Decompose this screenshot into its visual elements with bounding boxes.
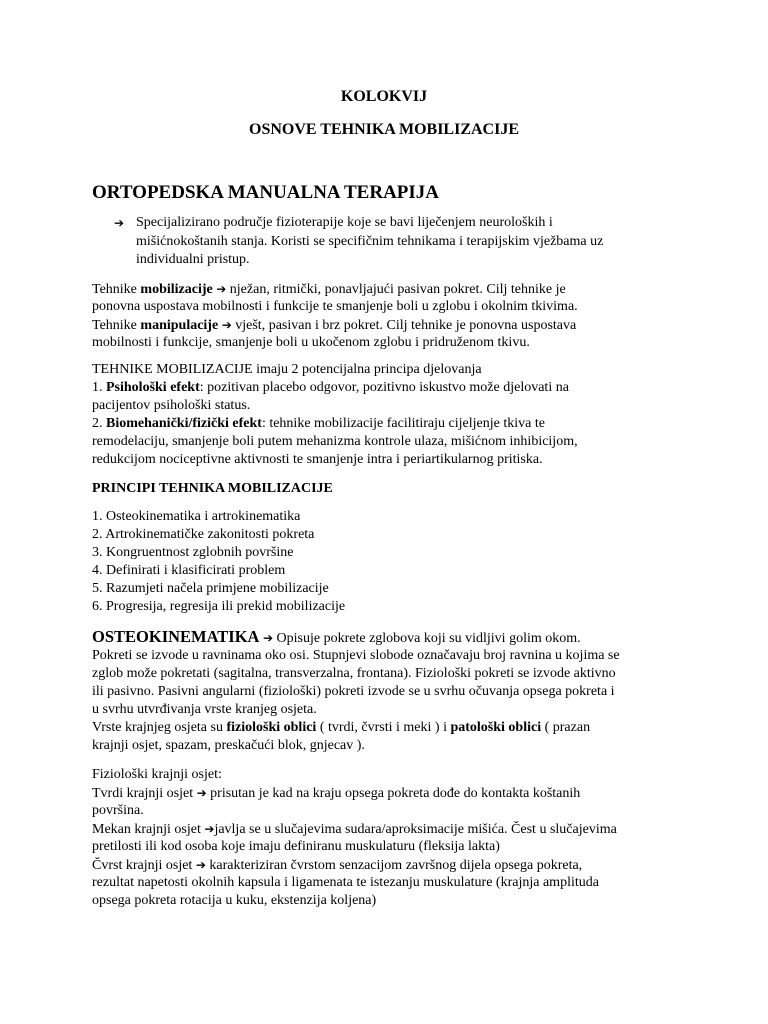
bold-term: mobilizacije bbox=[140, 282, 213, 297]
arrow-icon: ➔ bbox=[221, 318, 232, 332]
tehnike-line bbox=[92, 280, 566, 299]
text: karakteriziran čvrstom senzacijom završnog dijela opsega pokreta, bbox=[205, 858, 583, 873]
list-item: 2. Artrokinematičke zakonitosti pokreta bbox=[92, 527, 315, 542]
text: : tehnike mobilizacije facilitiraju cijeljenje tkiva te bbox=[261, 416, 545, 431]
heading-principi: PRINCIPI TEHNIKA MOBILIZACIJE bbox=[92, 481, 333, 496]
osteo-line bbox=[92, 628, 581, 648]
principle-1 bbox=[92, 379, 569, 397]
principle-2-cont: redukcijom nociceptivne aktivnosti te smanjenje intra i periartikularnog pritiska. bbox=[92, 452, 543, 467]
arrow-icon: ➔ bbox=[262, 631, 274, 645]
list-item: 4. Definirati i klasificirati problem bbox=[92, 563, 286, 578]
heading-ortopedska: ORTOPEDSKA MANUALNA TERAPIJA bbox=[92, 182, 440, 203]
text: nježan, ritmički, ponavljajući pasivan pokret. Cilj tehnike je bbox=[226, 282, 566, 297]
number: 1. bbox=[92, 380, 106, 395]
heading-osteokinematika: OSTEOKINEMATIKA bbox=[92, 627, 260, 646]
arrow-bullet-icon: ➔ bbox=[114, 216, 125, 230]
krajnji-line bbox=[92, 820, 617, 839]
list-item: 5. Razumjeti načela primjene mobilizacije bbox=[92, 581, 329, 596]
bullet-line: individualni pristup. bbox=[136, 252, 250, 267]
arrow-icon: ➔ bbox=[204, 822, 215, 836]
text: ( tvrdi, čvrsti i meki ) i bbox=[316, 720, 451, 735]
osteo-line: krajnji osjet, spazam, preskačući blok, gnjecav ). bbox=[92, 738, 365, 753]
bullet-line: Specijalizirano područje fizioterapije koje se bavi liječenjem neuroloških i bbox=[136, 215, 553, 230]
osteo-line: u svrhu utvrđivanja vrste kranjeg osjeta. bbox=[92, 702, 317, 717]
list-item: 1. Osteokinematika i artrokinematika bbox=[92, 509, 301, 524]
text: Opisuje pokrete zglobova koji su vidljivi golim okom. bbox=[273, 631, 581, 646]
text: : pozitivan placebo odgovor, pozitivno iskustvo može djelovati na bbox=[199, 380, 569, 395]
title-subject: OSNOVE TEHNIKA MOBILIZACIJE bbox=[249, 121, 519, 138]
arrow-icon: ➔ bbox=[196, 786, 207, 800]
text: Čvrst krajnji osjet bbox=[92, 858, 196, 873]
text: ( prazan bbox=[541, 720, 591, 735]
osteo-line: ili pasivno. Pasivni angularni (fiziološki) pokreti izvode se u svrhu očuvanja opsega pokreta i bbox=[92, 684, 615, 699]
osteo-line: Pokreti se izvode u ravninama oko osi. Stupnjevi slobode označavaju broj ravnina u kojima se bbox=[92, 648, 620, 663]
tehnike-line bbox=[92, 316, 576, 335]
krajnji-line: pretilosti ili kod osoba koje imaju definiranu muskulaturu (fleksija lakta) bbox=[92, 839, 500, 854]
krajnji-line: rezultat napetosti okolnih kapsula i ligamenata te istezanju muskulature (krajnja amplituda bbox=[92, 875, 599, 890]
principle-1-cont: pacijentov psihološki status. bbox=[92, 398, 251, 413]
arrow-icon: ➔ bbox=[195, 858, 206, 872]
text: Tehnike bbox=[92, 318, 141, 333]
text: vješt, pasivan i brz pokret. Cilj tehnike je ponovna uspostava bbox=[231, 318, 577, 333]
krajnji-heading: Fiziološki krajnji osjet: bbox=[92, 767, 222, 782]
number: 2. bbox=[92, 416, 106, 431]
bold-term: Biomehanički/fizički efekt bbox=[106, 416, 262, 431]
principi-intro: TEHNIKE MOBILIZACIJE imaju 2 potencijalna principa djelovanja bbox=[92, 362, 482, 377]
krajnji-line bbox=[92, 784, 580, 803]
text: prisutan je kad na kraju opsega pokreta dođe do kontakta koštanih bbox=[206, 786, 581, 801]
principle-2 bbox=[92, 415, 545, 433]
bold-term: Psihološki efekt bbox=[106, 380, 200, 395]
krajnji-line: opsega pokreta rotacija u kuku, ekstenzija koljena) bbox=[92, 893, 377, 908]
bold-term: manipulacije bbox=[140, 318, 219, 333]
bullet-line: mišićnokoštanih stanja. Koristi se specifičnim tehnikama i terapijskim vježbama uz bbox=[136, 234, 604, 249]
text: Vrste krajnjeg osjeta su bbox=[92, 720, 227, 735]
principle-2-cont: remodelaciju, smanjenje boli putem mehanizma kontrole ulaza, mišićnom inhibicijom, bbox=[92, 434, 578, 449]
text: Mekan krajnji osjet bbox=[92, 822, 205, 837]
krajnji-line: površina. bbox=[92, 803, 144, 818]
arrow-icon: ➔ bbox=[216, 282, 227, 296]
bold-term: fiziološki oblici bbox=[226, 720, 317, 735]
list-item: 6. Progresija, regresija ili prekid mobilizacije bbox=[92, 599, 346, 614]
bold-term: patološki oblici bbox=[450, 720, 542, 735]
text: Tvrdi krajnji osjet bbox=[92, 786, 197, 801]
tehnike-line: ponovna uspostava mobilnosti i funkcije te smanjenje boli u zglobu i okolnim tkivima. bbox=[92, 299, 578, 314]
list-item: 3. Kongruentnost zglobnih površine bbox=[92, 545, 294, 560]
osteo-line: zglob može pokretati (sagitalna, transverzalna, frontana). Fiziološki pokreti se izvode aktivno bbox=[92, 666, 616, 681]
text: javlja se u slučajevima sudara/aproksimacije mišića. Čest u slučajevima bbox=[214, 822, 617, 837]
text: Tehnike bbox=[92, 282, 141, 297]
title-kolokvij: KOLOKVIJ bbox=[340, 88, 428, 105]
krajnji-line bbox=[92, 856, 582, 875]
tehnike-line: mobilnosti i funkcije, smanjenje boli u ukočenom zglobu i pridruženom tkivu. bbox=[92, 335, 530, 350]
osteo-line bbox=[92, 719, 590, 737]
